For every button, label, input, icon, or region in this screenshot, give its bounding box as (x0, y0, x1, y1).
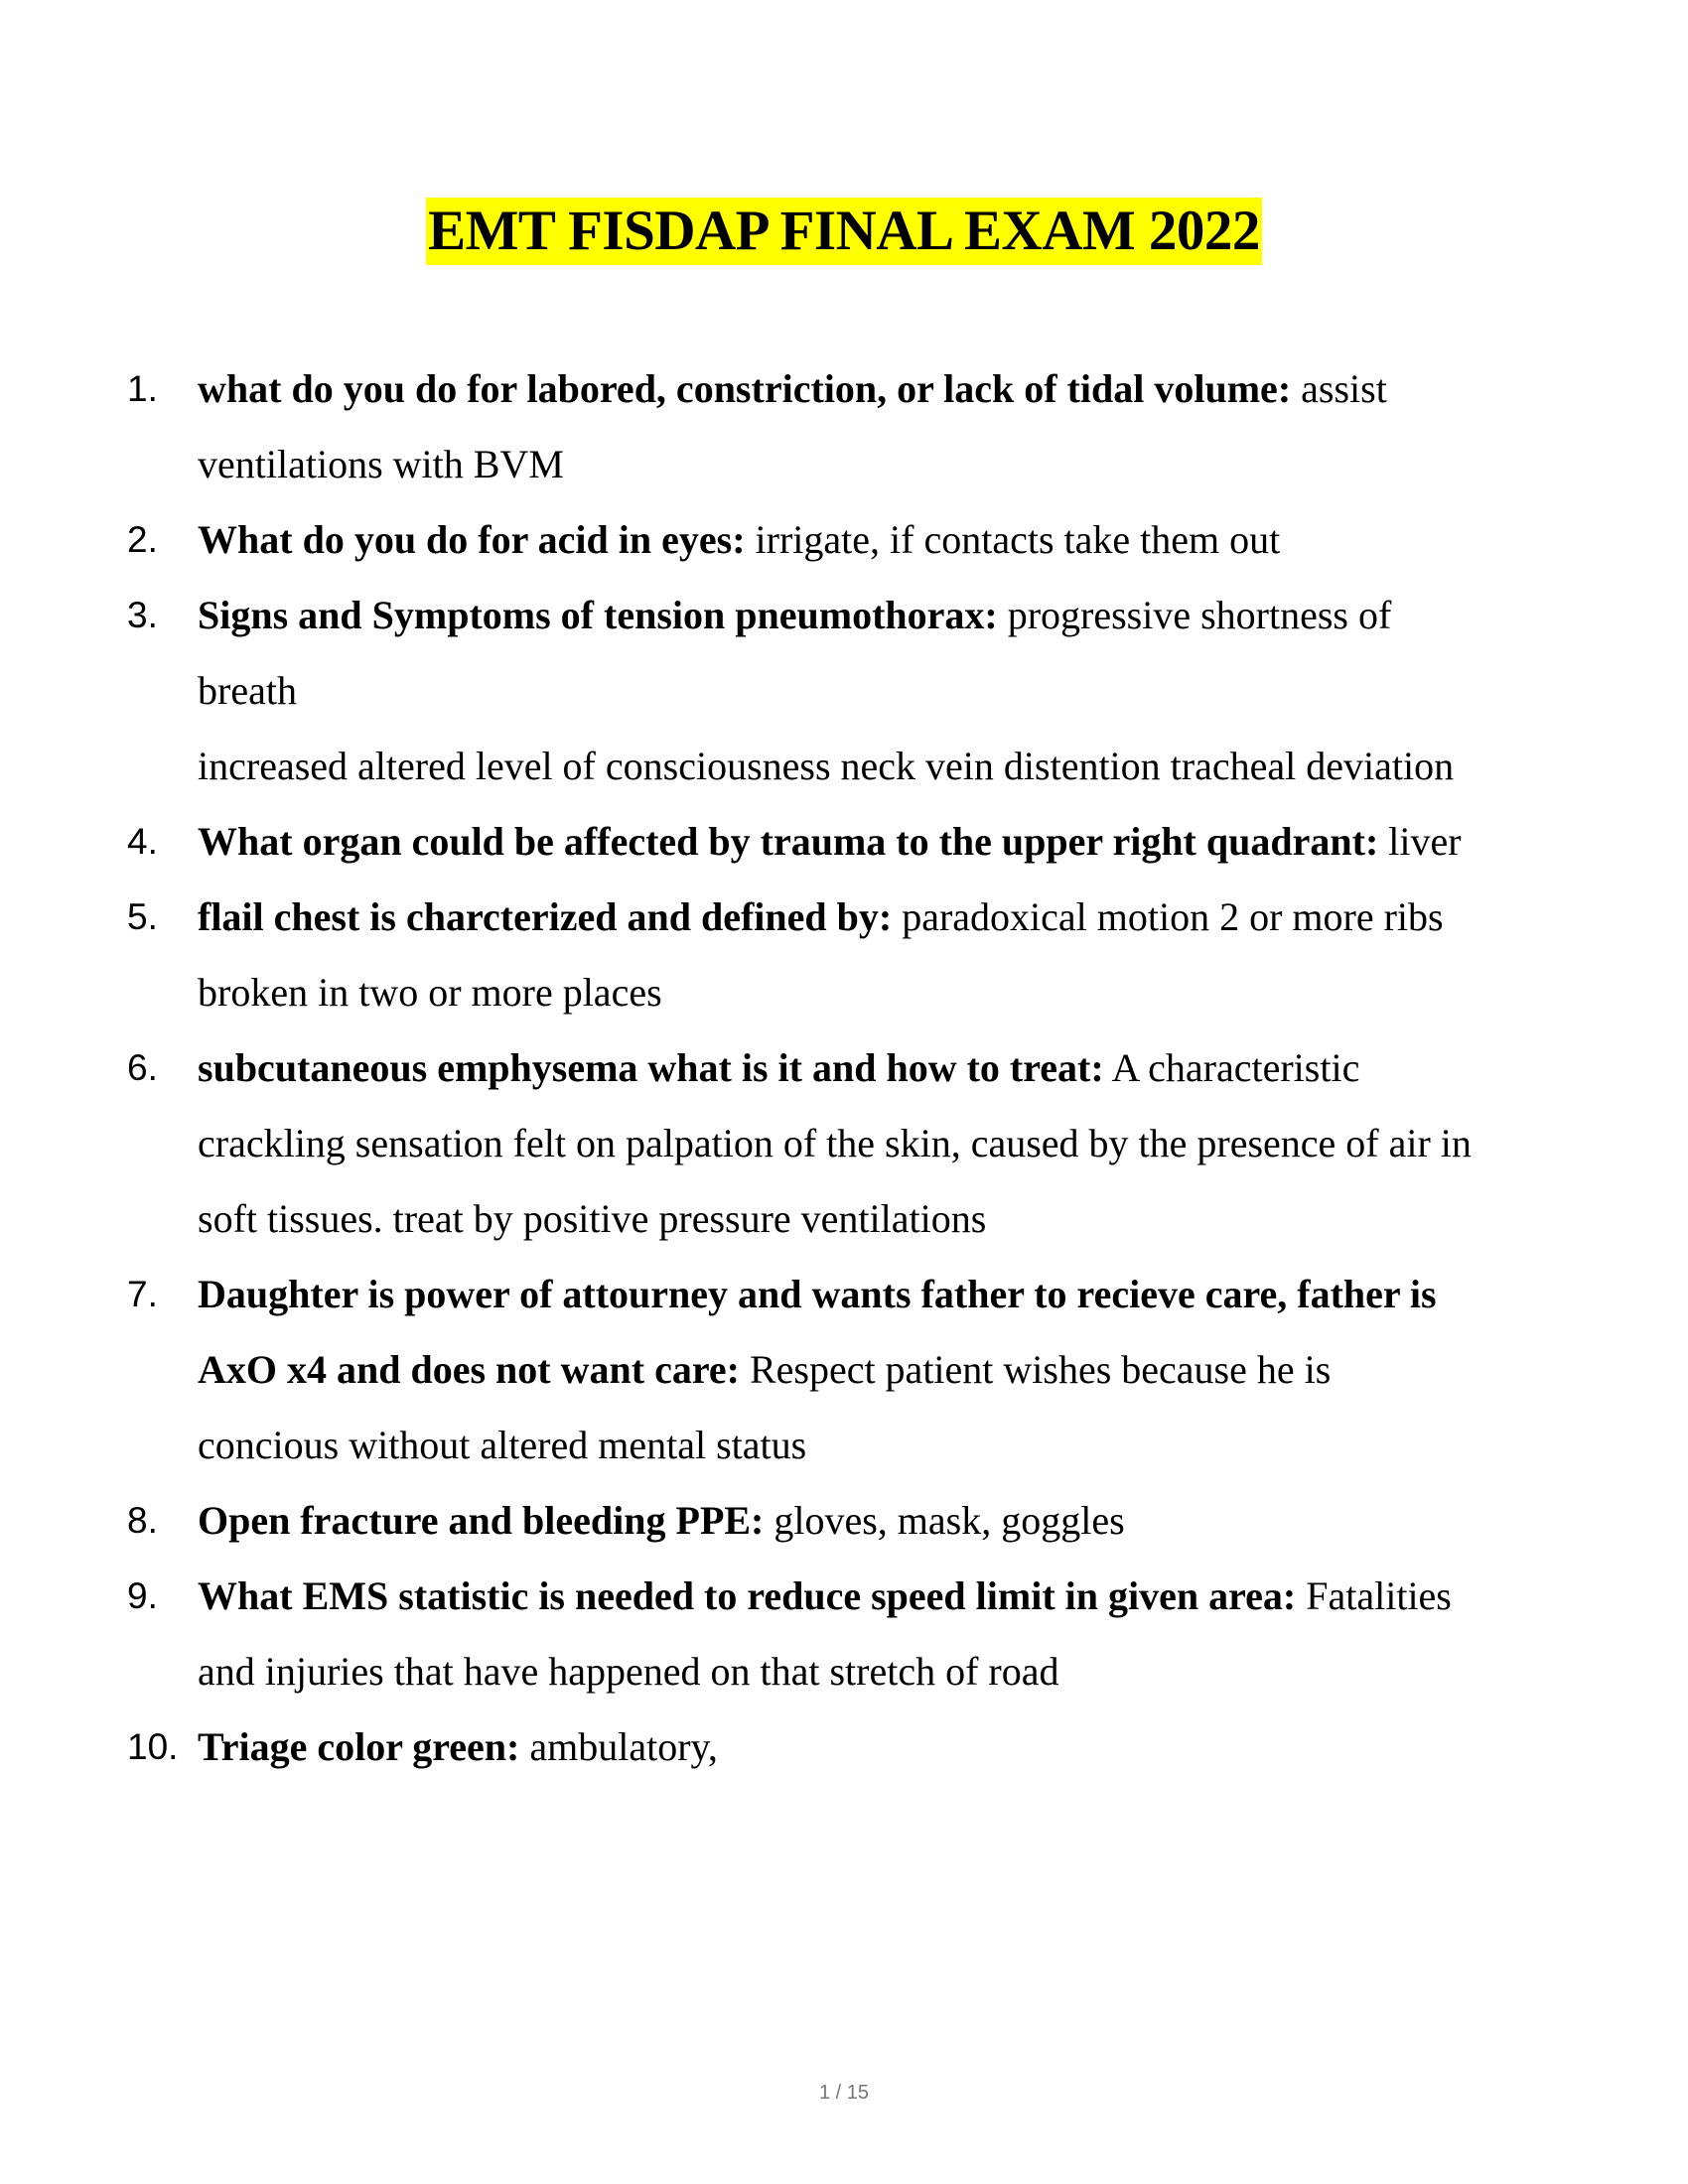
list-item (0, 880, 1478, 1030)
list-item (0, 351, 1478, 502)
question-text: what do you do for labored, constriction, or lack of tidal volume: (198, 366, 1292, 411)
item-number: 6. (127, 1047, 158, 1088)
item-number: 2. (127, 519, 158, 560)
question-text: subcutaneous emphysema what is it and how to treat: (198, 1045, 1104, 1090)
answer-text: progressive shortness of breath (198, 593, 1392, 713)
question-text: Daughter is power of attourney and wants father to recieve care, father is AxO x4 and does not want care: (198, 1272, 1437, 1392)
item-number: 9. (127, 1575, 158, 1616)
page-number: 1 / 15 (818, 2082, 870, 2104)
item-number: 8. (127, 1500, 158, 1541)
item-number: 10. (127, 1726, 179, 1767)
list-item (0, 1257, 1478, 1483)
item-number: 3. (127, 595, 158, 635)
list-item (0, 1709, 1478, 1785)
item-number: 7. (127, 1274, 158, 1314)
answer-text: Respect patient wishes because he is concious without altered mental status (198, 1347, 1332, 1467)
question-text: What do you do for acid in eyes: (198, 517, 746, 562)
answer-text: irrigate, if contacts take them out (755, 517, 1281, 562)
document-title: EMT FISDAP FINAL EXAM 2022 (426, 198, 1262, 265)
answer-text: ambulatory, (529, 1724, 718, 1769)
item-number: 5. (127, 896, 158, 937)
item-number: 4. (127, 821, 158, 862)
question-list (0, 351, 1688, 1785)
list-item (0, 1030, 1478, 1257)
list-item (0, 1483, 1478, 1559)
question-text: Open fracture and bleeding PPE: (198, 1498, 765, 1543)
list-item (0, 804, 1478, 880)
answer-text: assist ventilations with BVM (198, 366, 1387, 486)
question-text: What EMS statistic is needed to reduce speed limit in given area: (198, 1573, 1297, 1618)
question-text: flail chest is charcterized and defined by: (198, 894, 893, 939)
list-item (0, 578, 1478, 804)
answer-continuation: increased altered level of consciousness neck vein distention tracheal deviation (198, 744, 1455, 788)
item-number: 1. (127, 368, 158, 409)
list-item (0, 502, 1478, 578)
question-text: Triage color green: (198, 1724, 520, 1769)
answer-text: A characteristic crackling sensation felt on palpation of the skin, caused by the presence of air in soft tissues. treat by positive pressure ventilations (198, 1045, 1472, 1241)
question-text: What organ could be affected by trauma to the upper right quadrant: (198, 819, 1379, 864)
answer-text: gloves, mask, goggles (774, 1498, 1125, 1543)
list-item (0, 1559, 1478, 1709)
question-text: Signs and Symptoms of tension pneumothorax: (198, 593, 998, 637)
answer-text: Fatalities and injuries that have happened on that stretch of road (198, 1573, 1452, 1694)
answer-text: liver (1388, 819, 1462, 864)
answer-text: paradoxical motion 2 or more ribs broken in two or more places (198, 894, 1444, 1015)
title-container (0, 198, 1688, 265)
